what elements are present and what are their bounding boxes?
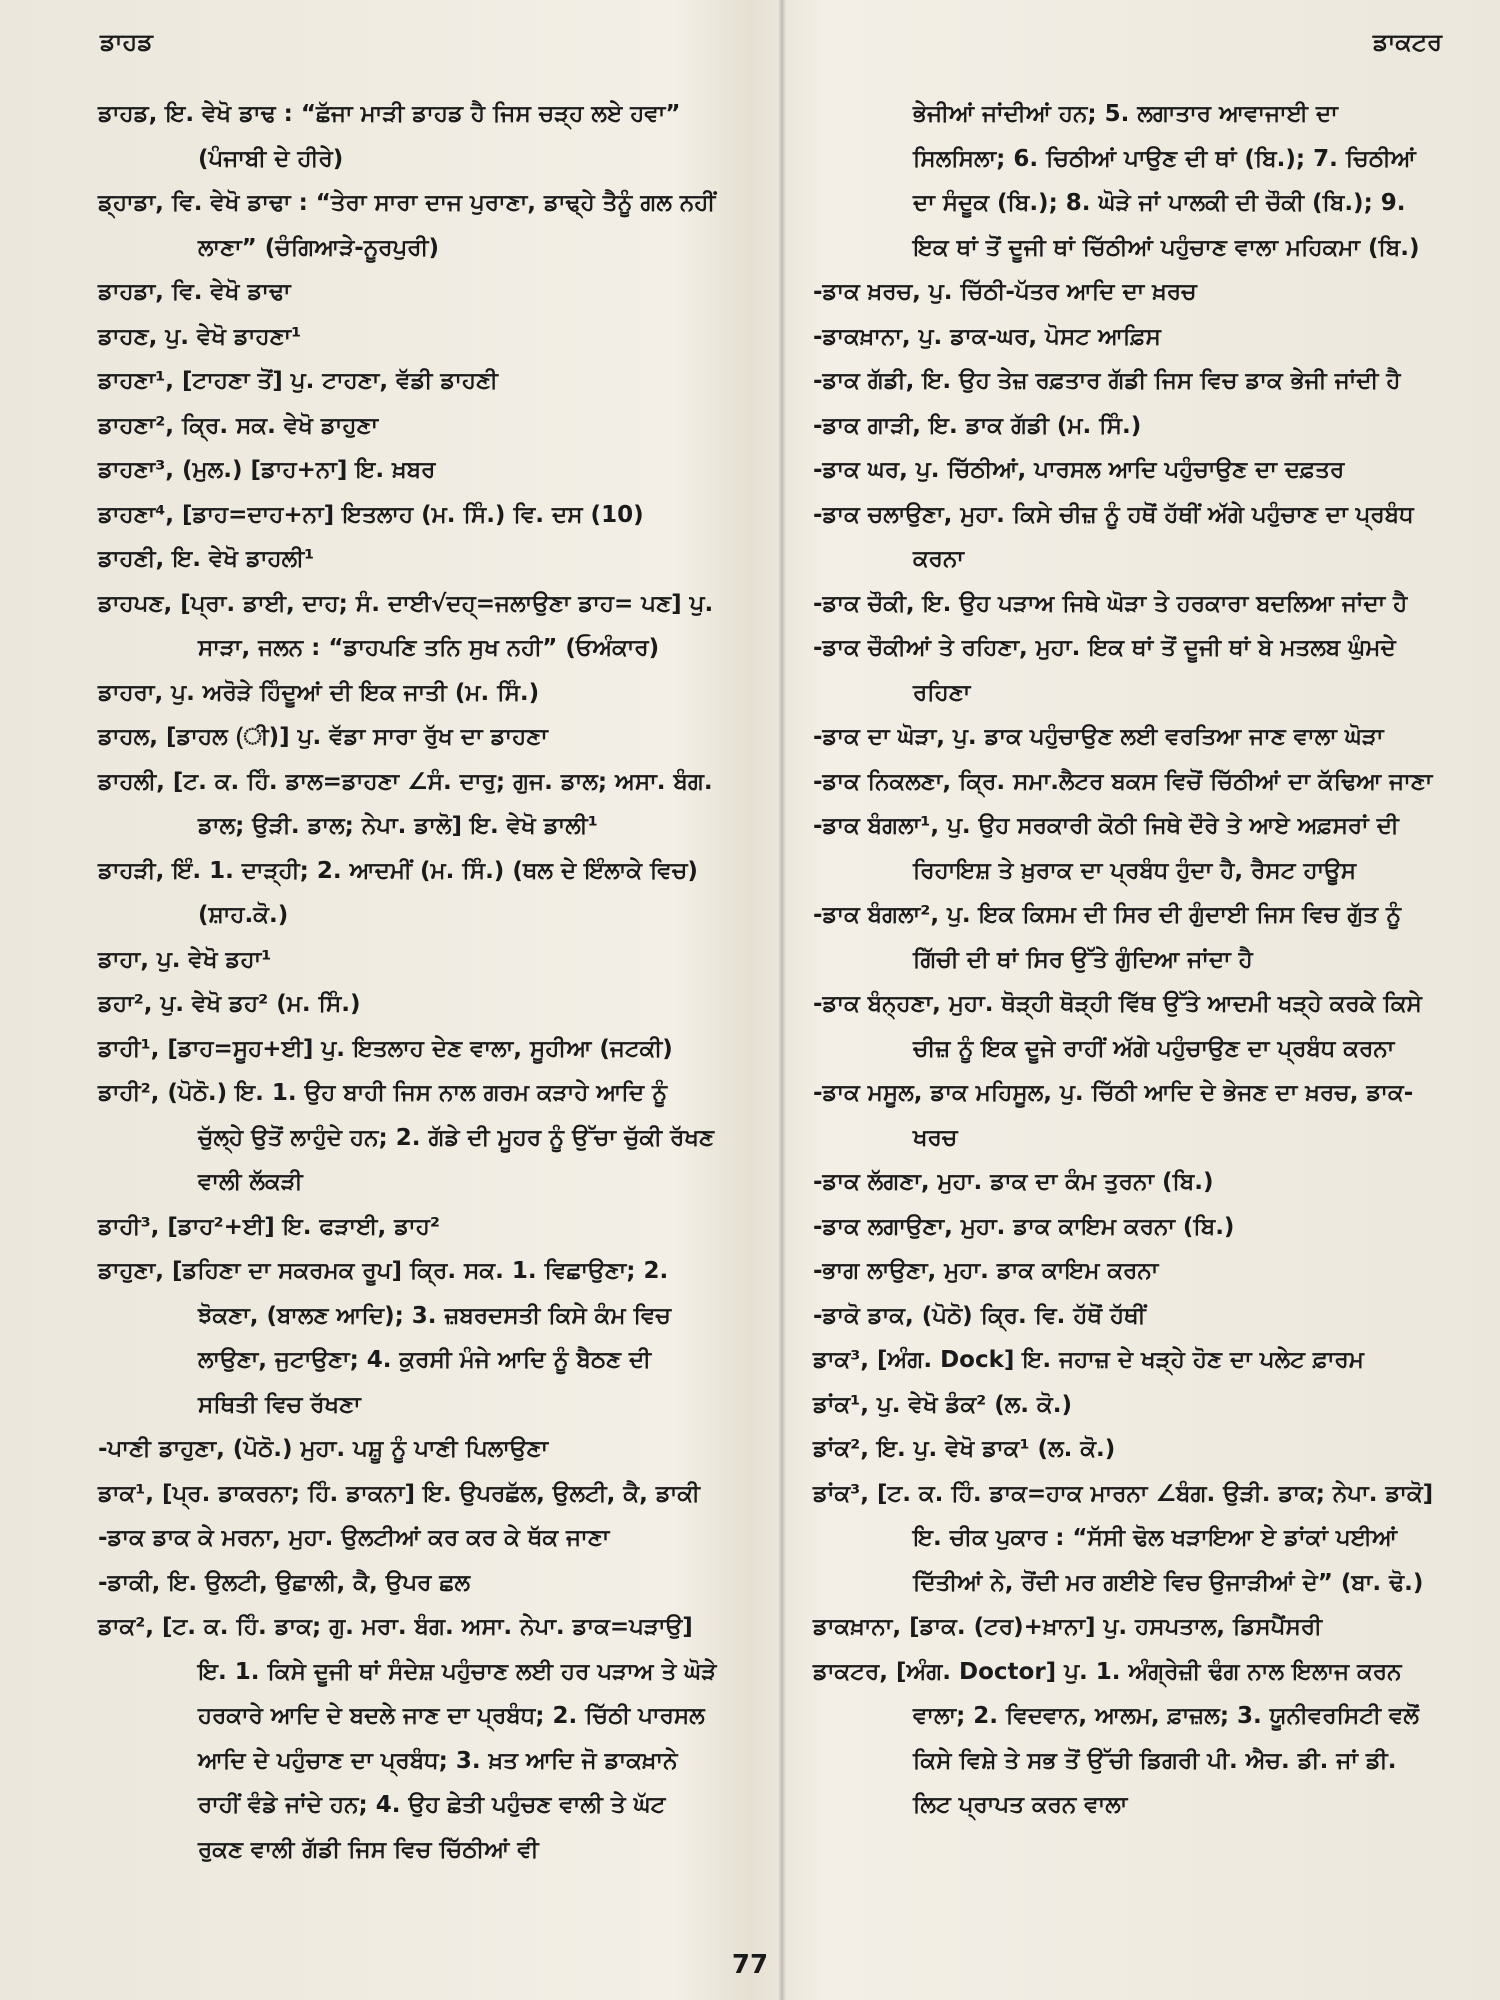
dictionary-entry: ਡਾਹਪਣ, [ਪ੍ਰਾ. ਡਾਈ, ਦਾਹ; ਸੰ. ਦਾਈ√ਦਹ੍=ਜਲਾਉਣਾ ਡਾਹ= ਪਣ] ਪੁ. ਸਾੜਾ, ਜਲਨ : “ਡਾਹਪਣਿ ਤਨਿ ਸੁਖ ਨਹੀ” (ਓਅੰਕਾਰ) [98,590,714,661]
dictionary-entry: ਡਾਹਲੀ, [ਟ. ਕ. ਹਿੰ. ਡਾਲ=ਡਾਹਣਾ ∠ਸੰ. ਦਾਰੁ; ਗੁਜ. ਡਾਲ; ਅਸਾ. ਬੰਗ. ਡਾਲ; ਉੜੀ. ਡਾਲ; ਨੇਪਾ. ਡਾਲੋ] ਇ. ਵੇਖੋ ਡਾਲੀ¹ [98,768,713,839]
dictionary-entry: -ਪਾਣੀ ਡਾਹੁਣਾ, (ਪੋਠੋ.) ਮੁਹਾ. ਪਸ਼ੂ ਨੂੰ ਪਾਣੀ ਪਿਲਾਉਣਾ [98,1436,549,1462]
dictionary-entry: -ਡਾਕਖ਼ਾਨਾ, ਪੁ. ਡਾਕ-ਘਰ, ਪੋਸਟ ਆਫ਼ਿਸ [813,323,1161,350]
dictionary-entry: ਡਾਹਡਾ, ਵਿ. ਵੇਖੋ ਡਾਢਾ [98,279,291,305]
dictionary-entry: -ਡਾਕ ਲਗਾਉਣਾ, ਮੁਹਾ. ਡਾਕ ਕਾਇਮ ਕਰਨਾ (ਬਿ.) [813,1213,1235,1240]
dictionary-entry: -ਡਾਕ ਨਿਕਲਣਾ, ਕ੍ਰਿ. ਸਮਾ.ਲੈਟਰ ਬਕਸ ਵਿਚੋਂ ਚਿੱਠੀਆਂ ਦਾ ਕੱਢਿਆ ਜਾਣਾ [813,768,1433,795]
dictionary-entry: ਡਾਕ², [ਟ. ਕ. ਹਿੰ. ਡਾਕ; ਗੁ. ਮਰਾ. ਬੰਗ. ਅਸਾ. ਨੇਪਾ. ਡਾਕ=ਪੜਾਉ] ਇ. 1. ਕਿਸੇ ਦੂਜੀ ਥਾਂ ਸੰਦੇਸ਼ ਪਹੁੰਚਾਣ ਲਈ ਹਰ ਪੜਾਅ ਤੇ ਘੋੜੇ ਹਰਕਾਰੇ ਆਦਿ ਦੇ ਬਦਲੇ ਜਾਣ ਦਾ ਪ੍ਰਬੰਧ; 2. ਚਿੱਠੀ ਪਾਰਸਲ ਆਦਿ ਦੇ ਪਹੁੰਚਾਣ ਦਾ ਪ੍ਰਬੰਧ; 3. ਖ਼ਤ ਆਦਿ ਜੋ ਡਾਕਖ਼ਾਨੇ ਰਾਹੀਂ ਵੰਡੇ ਜਾਂਦੇ ਹਨ; 4. ਉਹ ਛੇਤੀ ਪਹੁੰਚਣ ਵਾਲੀ ਤੇ ਘੱਟ ਰੁਕਣ ਵਾਲੀ ਗੱਡੀ ਜਿਸ ਵਿਚ ਚਿੱਠੀਆਂ ਵੀ [98,1614,717,1863]
dictionary-entry: ਡਾਹਲ, [ਡਾਹਲ (ੀ)] ਪੁ. ਵੱਡਾ ਸਾਰਾ ਰੁੱਖ ਦਾ ਡਾਹਣਾ [98,724,548,750]
dictionary-entry: -ਡਾਕੋ ਡਾਕ, (ਪੋਠੋ) ਕ੍ਰਿ. ਵਿ. ਹੱਥੋਂ ਹੱਥੀਂ [813,1302,1146,1329]
book-gutter [778,0,786,2000]
dictionary-entry: ਡਾਹੀ³, [ਡਾਹ²+ਈ] ਇ. ਫੜਾਈ, ਡਾਹ² [98,1213,440,1240]
dictionary-entry: ਡਾਹੜੀ, ਇੰ. 1. ਦਾੜ੍ਹੀ; 2. ਆਦਮੀਂ (ਮ. ਸਿੰ.) (ਥਲ ਦੇ ਇੰਲਾਕੇ ਵਿਚ) (ਸ਼ਾਹ.ਕੋ.) [98,857,698,928]
dictionary-entry: ਡਹਾ², ਪੁ. ਵੇਖੋ ਡਹ² (ਮ. ਸਿੰ.) [98,991,361,1017]
dictionary-entry: ਡਾਕਟਰ, [ਅੰਗ. Doctor] ਪੁ. 1. ਅੰਗ੍ਰੇਜ਼ੀ ਢੰਗ ਨਾਲ ਇਲਾਜ ਕਰਨ ਵਾਲਾ; 2. ਵਿਦਵਾਨ, ਆਲਮ, ਫ਼ਾਜ਼ਲ; 3. ਯੂਨੀਵਰਸਿਟੀ ਵਲੋਂ ਕਿਸੇ ਵਿਸ਼ੇ ਤੇ ਸਭ ਤੋਂ ਉੱਚੀ ਡਿਗਰੀ ਪੀ. ਐਚ. ਡੀ. ਜਾਂ ਡੀ. ਲਿਟ ਪ੍ਰਾਪਤ ਕਰਨ ਵਾਲਾ [813,1658,1419,1818]
dictionary-entry: -ਡਾਕ ਘਰ, ਪੁ. ਚਿੱਠੀਆਂ, ਪਾਰਸਲ ਆਦਿ ਪਹੁੰਚਾਉਣ ਦਾ ਦਫ਼ਤਰ [813,457,1345,483]
dictionary-entry: ਡਾਕ³, [ਅੰਗ. Dock] ਇ. ਜਹਾਜ਼ ਦੇ ਖੜ੍ਹੇ ਹੋਣ ਦਾ ਪਲੇਟ ਫ਼ਾਰਮ [813,1347,1364,1373]
dictionary-entry: ਡਾਹਡ, ਇ. ਵੇਖੋ ਡਾਢ : “ਛੱਜਾ ਮਾੜੀ ਡਾਹਡ ਹੈ ਜਿਸ ਚੜ੍ਹ ਲਏ ਹਵਾ” (ਪੰਜਾਬੀ ਦੇ ਹੀਰੇ) [98,101,681,172]
dictionary-entry: -ਡਾਕ ਬੰਗਲਾ², ਪੁ. ਇਕ ਕਿਸਮ ਦੀ ਸਿਰ ਦੀ ਗੁੰਦਾਈ ਜਿਸ ਵਿਚ ਗੁੱਤ ਨੂੰ ਗਿੱਚੀ ਦੀ ਥਾਂ ਸਿਰ ਉੱਤੇ ਗੁੰਦਿਆ ਜਾਂਦਾ ਹੈ [813,902,1402,973]
dictionary-entry: -ਡਾਕ ਖ਼ਰਚ, ਪੁ. ਚਿੱਠੀ-ਪੱਤਰ ਆਦਿ ਦਾ ਖ਼ਰਚ [813,279,1197,305]
dictionary-entry: -ਡਾਕ ਦਾ ਘੋੜਾ, ਪੁ. ਡਾਕ ਪਹੁੰਚਾਉਣ ਲਈ ਵਰਤਿਆ ਜਾਣ ਵਾਲਾ ਘੋੜਾ [813,724,1384,750]
running-head-right: ਡਾਕਟਰ [1372,28,1442,56]
dictionary-entry: ਡਾਂਕ², ਇ. ਪੁ. ਵੇਖੋ ਡਾਕ¹ (ਲ. ਕੋ.) [813,1436,1116,1462]
dictionary-entry: ਡਾਹੀ¹, [ਡਾਹ=ਸੂਹ+ਈ] ਪੁ. ਇਤਲਾਹ ਦੇਣ ਵਾਲਾ, ਸੂਹੀਆ (ਜਟਕੀ) [98,1035,673,1062]
running-head-left: ਡਾਹਡ [100,28,153,56]
dictionary-entry: ਡਾਹੁਣਾ, [ਡਹਿਣਾ ਦਾ ਸਕਰਮਕ ਰੂਪ] ਕ੍ਰਿ. ਸਕ. 1. ਵਿਛਾਉਣਾ; 2. ਝੋਕਣਾ, (ਬਾਲਣ ਆਦਿ); 3. ਜ਼ਬਰਦਸਤੀ ਕਿਸੇ ਕੰਮ ਵਿਚ ਲਾਉਣਾ, ਜੁਟਾਉਣਾ; 4. ਕੁਰਸੀ ਮੰਜੇ ਆਦਿ ਨੂੰ ਬੈਠਣ ਦੀ ਸਥਿਤੀ ਵਿਚ ਰੱਖਣਾ [98,1258,671,1418]
dictionary-entry: ਡਾਹਣੀ, ਇ. ਵੇਖੋ ਡਾਹਲੀ¹ [98,546,315,572]
dictionary-entry: ਡਾਹਾ, ਪੁ. ਵੇਖੋ ਡਹਾ¹ [98,946,272,973]
dictionary-entry: ਡਾਹਣਾ³, (ਮੁਲ.) [ਡਾਹ+ਨਾ] ਇ. ਖ਼ਬਰ [98,457,436,483]
dictionary-entry: ਡਾਕਖ਼ਾਨਾ, [ਡਾਕ. (ਟਰ)+ਖ਼ਾਨਾ] ਪੁ. ਹਸਪਤਾਲ, ਡਿਸਪੈਂਸਰੀ [813,1614,1323,1640]
dictionary-entry: -ਡਾਕੀ, ਇ. ਉਲਟੀ, ਉਛਾਲੀ, ਕੈ, ਉਪਰ ਛਲ [98,1569,471,1596]
dictionary-entry: ਡਾਹਣਾ², ਕ੍ਰਿ. ਸਕ. ਵੇਖੋ ਡਾਹੁਣਾ [98,412,379,439]
dictionary-entry: -ਡਾਕ ਮਸੂਲ, ਡਾਕ ਮਹਿਸੂਲ, ਪੁ. ਚਿੱਠੀ ਆਦਿ ਦੇ ਭੇਜਣ ਦਾ ਖ਼ਰਚ, ਡਾਕ-ਖਰਚ [813,1080,1414,1151]
dictionary-entry: ਡਾਕ¹, [ਪ੍ਰ. ਡਾਕਰਨਾ; ਹਿੰ. ਡਾਕਨਾ] ਇ. ਉਪਰਛੱਲ, ਉਲਟੀ, ਕੈ, ਡਾਕੀ [98,1480,700,1507]
left-column [98,92,718,1872]
dictionary-entry: ਡਾਹਣਾ⁴, [ਡਾਹ=ਦਾਹ+ਨਾ] ਇਤਲਾਹ (ਮ. ਸਿੰ.) ਵਿ. ਦਸ (10) [98,501,644,528]
dictionary-entry: ਡ੍ਹਾਡਾ, ਵਿ. ਵੇਖੋ ਡਾਢਾ : “ਤੇਰਾ ਸਾਰਾ ਦਾਜ ਪੁਰਾਣਾ, ਡਾਢ੍ਹੇ ਤੈਨੂੰ ਗਲ ਨਹੀਂ ਲਾਣਾ” (ਚੰਗਿਆੜੇ-ਨੂਰਪੁਰੀ) [98,190,716,261]
dictionary-entry: -ਡਾਕ ਚੌਕੀ, ਇ. ਉਹ ਪੜਾਅ ਜਿਥੇ ਘੋੜਾ ਤੇ ਹਰਕਾਰਾ ਬਦਲਿਆ ਜਾਂਦਾ ਹੈ [813,590,1408,617]
dictionary-entry: -ਡਾਕ ਚੌਕੀਆਂ ਤੇ ਰਹਿਣਾ, ਮੁਹਾ. ਇਕ ਥਾਂ ਤੋਂ ਦੂਜੀ ਥਾਂ ਬੇ ਮਤਲਬ ਘੁੰਮਦੇ ਰਹਿਣਾ [813,635,1396,706]
dictionary-entry: -ਡਾਕ ਡਾਕ ਕੇ ਮਰਨਾ, ਮੁਹਾ. ਉਲਟੀਆਂ ਕਰ ਕਰ ਕੇ ਥੱਕ ਜਾਣਾ [98,1525,610,1551]
dictionary-entry: ਡਾਂਕ³, [ਟ. ਕ. ਹਿੰ. ਡਾਕ=ਹਾਕ ਮਾਰਨਾ ∠ਬੰਗ. ਉੜੀ. ਡਾਕ; ਨੇਪਾ. ਡਾਕੋ] ਇ. ਚੀਕ ਪੁਕਾਰ : “ਸੱਸੀ ਢੋਲ ਖੜਾਇਆ ਏ ਡਾਂਕਾਂ ਪਈਆਂ ਦਿੱਤੀਆਂ ਨੇ, ਰੋਂਦੀ ਮਰ ਗਈਏ ਵਿਚ ਉਜਾੜੀਆਂ ਦੇ” (ਬਾ. ਢੋ.) [813,1480,1434,1596]
right-column [813,92,1438,1828]
dictionary-entry: ਡਾਹਣਾ¹, [ਟਾਹਣਾ ਤੋਂ] ਪੁ. ਟਾਹਣਾ, ਵੱਡੀ ਡਾਹਣੀ [98,368,498,394]
dictionary-entry: ਡਾਂਕ¹, ਪੁ. ਵੇਖੋ ਡੰਕ² (ਲ. ਕੋ.) [813,1391,1072,1418]
dictionary-entry: ਡਾਹਣ, ਪੁ. ਵੇਖੋ ਡਾਹਣਾ¹ [98,323,302,350]
dictionary-entry: -ਭਾਗ ਲਾਉਣਾ, ਮੁਹਾ. ਡਾਕ ਕਾਇਮ ਕਰਨਾ [813,1258,1159,1284]
page-number: 77 [731,1950,769,1980]
dictionary-entry: ਡਾਹਰਾ, ਪੁ. ਅਰੋੜੇ ਹਿੰਦੂਆਂ ਦੀ ਇਕ ਜਾਤੀ (ਮ. ਸਿੰ.) [98,679,540,706]
dictionary-entry: ਭੇਜੀਆਂ ਜਾਂਦੀਆਂ ਹਨ; 5. ਲਗਾਤਾਰ ਆਵਾਜਾਈ ਦਾ ਸਿਲਸਿਲਾ; 6. ਚਿਠੀਆਂ ਪਾਉਣ ਦੀ ਥਾਂ (ਬਿ.); 7. ਚਿਠੀਆਂ ਦਾ ਸੰਦੂਕ (ਬਿ.); 8. ਘੋੜੇ ਜਾਂ ਪਾਲਕੀ ਦੀ ਚੌਕੀ (ਬਿ.); 9. ਇਕ ਥਾਂ ਤੋਂ ਦੂਜੀ ਥਾਂ ਚਿੱਠੀਆਂ ਪਹੁੰਚਾਣ ਵਾਲਾ ਮਹਿਕਮਾ (ਬਿ.) [913,101,1420,261]
dictionary-entry: -ਡਾਕ ਲੱਗਣਾ, ਮੁਹਾ. ਡਾਕ ਦਾ ਕੰਮ ਤੁਰਨਾ (ਬਿ.) [813,1169,1214,1195]
dictionary-entry: -ਡਾਕ ਬੰਨ੍ਹਣਾ, ਮੁਹਾ. ਥੋੜ੍ਹੀ ਥੋੜ੍ਹੀ ਵਿੱਥ ਉੱਤੇ ਆਦਮੀ ਖੜ੍ਹੇ ਕਰਕੇ ਕਿਸੇ ਚੀਜ਼ ਨੂੰ ਇਕ ਦੂਜੇ ਰਾਹੀਂ ਅੱਗੇ ਪਹੁੰਚਾਉਣ ਦਾ ਪ੍ਰਬੰਧ ਕਰਨਾ [813,991,1422,1062]
dictionary-entry: -ਡਾਕ ਗੱਡੀ, ਇ. ਉਹ ਤੇਜ਼ ਰਫ਼ਤਾਰ ਗੱਡੀ ਜਿਸ ਵਿਚ ਡਾਕ ਭੇਜੀ ਜਾਂਦੀ ਹੈ [813,368,1401,394]
dictionary-entry: -ਡਾਕ ਬੰਗਲਾ¹, ਪੁ. ਉਹ ਸਰਕਾਰੀ ਕੋਠੀ ਜਿਥੇ ਦੌਰੇ ਤੇ ਆਏ ਅਫ਼ਸਰਾਂ ਦੀ ਰਿਹਾਇਸ਼ ਤੇ ਖ਼ੁਰਾਕ ਦਾ ਪ੍ਰਬੰਧ ਹੁੰਦਾ ਹੈ, ਰੈਸਟ ਹਾਊਸ [813,813,1399,884]
dictionary-entry: -ਡਾਕ ਗਾੜੀ, ਇ. ਡਾਕ ਗੱਡੀ (ਮ. ਸਿੰ.) [813,412,1142,439]
dictionary-entry: -ਡਾਕ ਚਲਾਉਣਾ, ਮੁਹਾ. ਕਿਸੇ ਚੀਜ਼ ਨੂੰ ਹਥੋਂ ਹੱਥੀਂ ਅੱਗੇ ਪਹੁੰਚਾਣ ਦਾ ਪ੍ਰਬੰਧ ਕਰਨਾ [813,501,1414,572]
dictionary-entry: ਡਾਹੀ², (ਪੋਠੋ.) ਇ. 1. ਉਹ ਬਾਹੀ ਜਿਸ ਨਾਲ ਗਰਮ ਕੜਾਹੇ ਆਦਿ ਨੂੰ ਚੁੱਲ੍ਹੇ ਉਤੋਂ ਲਾਹੁੰਦੇ ਹਨ; 2. ਗੱਡੇ ਦੀ ਮੂਹਰ ਨੂੰ ਉੱਚਾ ਚੁੱਕੀ ਰੱਖਣ ਵਾਲੀ ਲੱਕੜੀ [98,1080,714,1195]
